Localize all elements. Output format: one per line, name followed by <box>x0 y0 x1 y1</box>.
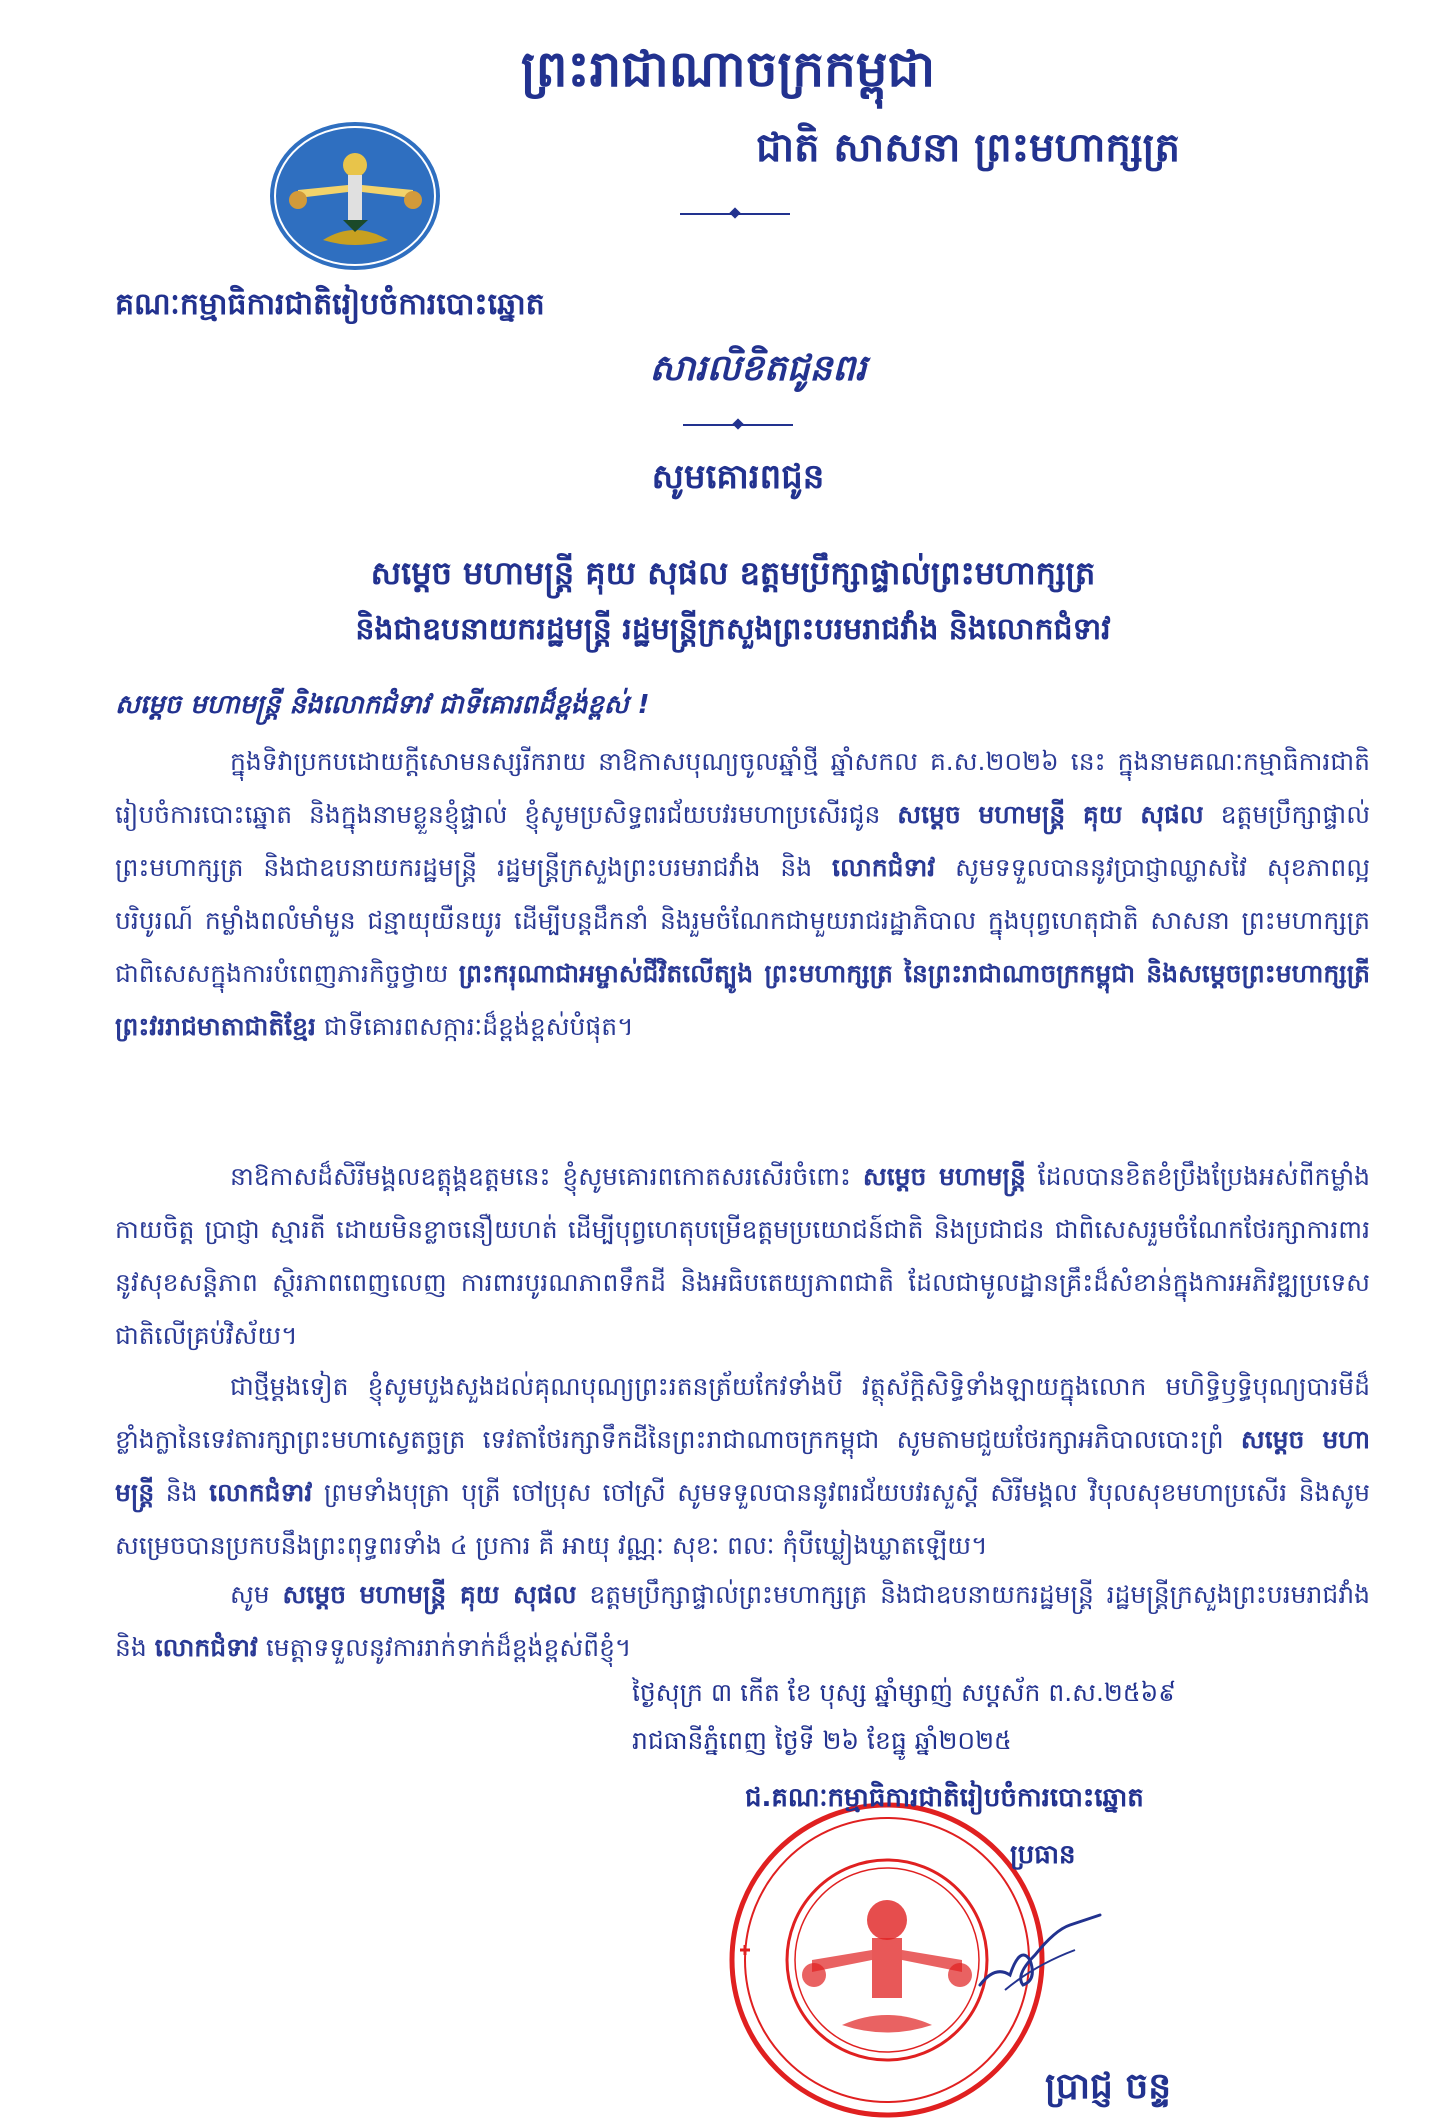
signer-name: ប្រាជ្ញ ចន្ទ <box>1045 2066 1172 2107</box>
committee-name: គណៈកម្មាធិការជាតិរៀបចំការបោះឆ្នោត <box>115 287 545 322</box>
p3-text-c: ព្រមទាំងបុត្រា បុត្រី ចៅប្រុស ចៅស្រី សូមទទួលបាននូវពរជ័យបវរសួស្តី សិរីមង្គល វិបុលសុខមហាប្រសើរ និងសូមសម្រេចបានប្រកបនឹងព្រះពុទ្ធពរទាំង ៤ ប្រការ គឺ អាយុ វណ្ណៈ សុខៈ ពលៈ កុំបីឃ្លៀងឃ្លាតឡើយ។ <box>115 1478 1371 1560</box>
p4-name-samdech: សម្តេច មហាមន្ត្រី គុយ សុផល <box>282 1580 577 1609</box>
p1-text-e: ជាទីគោរពសក្ការៈដ៏ខ្ពង់ខ្ពស់បំផុត។ <box>323 1012 634 1041</box>
paragraph-1 <box>115 735 1370 1053</box>
solar-date: រាជធានីភ្នំពេញ ថ្ងៃទី ២៦ ខែធ្នូ ឆ្នាំ២០២៥ <box>632 1726 1012 1755</box>
paragraph-3 <box>115 1360 1370 1572</box>
p4-text-c: ឧត្តមប្រឹក្សាផ្ទាល់ព្រះមហាក្សត្រ និងជាឧបនាយករដ្ឋមន្ត្រី រដ្ឋមន្ត្រីក្រសួងព្រះបរមរាជវាំង និង <box>115 1580 1371 1662</box>
p2-text-a: នាឱកាសដ៏សិរីមង្គលឧត្តុង្គឧត្តមនេះ ខ្ញុំសូមគោរពកោតសរសើរចំពោះ <box>230 1162 852 1191</box>
handwritten-signature <box>975 1905 1105 2000</box>
salutation: សម្តេច មហាមន្ត្រី និងលោកជំទាវ ជាទីគោរពដ៏ខ្ពង់ខ្ពស់ ! <box>115 690 650 720</box>
header-divider <box>680 213 790 215</box>
p3-text-a: ជាថ្មីម្តងទៀត ខ្ញុំសូមបួងសួងដល់គុណបុណ្យព្រះរតនត្រ័យកែវទាំងបី វត្ថុស័ក្តិសិទ្ធិទាំងឡាយក្នុងលោក មហិទ្ធិឫទ្ធិបុណ្យបារមីដ៏ខ្លាំងក្លានៃទេវតារក្សាព្រះមហាស្វេតច្ឆត្រ ទេវតាថែរក្សាទឹកដីនៃព្រះរាជាណាចក្រកម្ពុជា សូមតាមជួយថែរក្សាអភិបាលបោះព្រំ <box>115 1372 1370 1454</box>
p3-name-lok-chumteav: លោកជំទាវ <box>209 1478 313 1507</box>
p1-name-samdech: សម្តេច មហាមន្ត្រី គុយ សុផល <box>897 800 1204 829</box>
p2-text-c: ដែលបានខិតខំប្រឹងប្រែងអស់ពីកម្លាំងកាយចិត្ត ប្រាជ្ញា ស្មារតី ដោយមិនខ្លាចនឿយហត់ ដើម្បីបុព្វហេតុបម្រើឧត្តមប្រយោជន៍ជាតិ និងប្រជាជន ជាពិសេសរួមចំណែកថែរក្សាការពារនូវសុខសន្តិភាព ស្ថិរភាពពេញលេញ ការពារបូរណភាពទឹកដី និងអធិបតេយ្យភាពជាតិ ដែលជាមូលដ្ឋានគ្រឹះដ៏សំខាន់ក្នុងការអភិវឌ្ឍប្រទេសជាតិលើគ្រប់វិស័យ។ <box>115 1162 1370 1350</box>
paragraph-2 <box>115 1150 1370 1362</box>
letter-title: សារលិខិតជូនពរ <box>649 348 867 389</box>
p1-text-a: ក្នុងទិវាប្រកបដោយក្តីសោមនស្សរីករាយ នាឱកាសបុណ្យចូលឆ្នាំថ្មី ឆ្នាំសកល គ.ស.២០២៦ នេះ ក្នុងនាមគណៈកម្មាធិការជាតិរៀបចំការបោះឆ្នោត និងក្នុងនាមខ្លួនខ្ញុំផ្ទាល់ ខ្ញុំសូមប្រសិទ្ធពរជ័យបវរមហាប្រសើរជូន <box>115 747 1370 829</box>
p2-name-samdech: សម្តេច មហាមន្ត្រី <box>862 1162 1026 1191</box>
signing-organization: ជ.គណៈកម្មាធិការជាតិរៀបចំការបោះឆ្នោត <box>745 1783 1144 1813</box>
national-motto: ជាតិ សាសនា ព្រះមហាក្សត្រ <box>756 125 1180 171</box>
p4-name-lok-chumteav: លោកជំទាវ <box>154 1633 258 1662</box>
p1-name-lok-chumteav: លោកជំទាវ <box>832 853 936 882</box>
addressee-line-1: សម្តេច មហាមន្ត្រី គុយ សុផល ឧត្តមប្រឹក្សាផ្ទាល់ព្រះមហាក្សត្រ <box>370 554 1096 592</box>
title-divider <box>683 424 793 426</box>
p4-text-a: សូម <box>230 1580 270 1609</box>
lunar-date: ថ្ងៃសុក្រ ៣ កើត ខែ បុស្ស ឆ្នាំម្សាញ់ សប្តស័ក ព.ស.២៥៦៩ <box>632 1678 1176 1707</box>
p1-royal-titles: ព្រះករុណាជាអម្ចាស់ជីវិតលើត្បូង ព្រះមហាក្សត្រ នៃព្រះរាជាណាចក្រកម្ពុជា និងសម្តេចព្រះមហាក្សត្រី ព្រះវររាជមាតាជាតិខ្មែរ <box>115 959 1371 1041</box>
p1-text-c: ឧត្តមប្រឹក្សាផ្ទាល់ព្រះមហាក្សត្រ និងជាឧបនាយករដ្ឋមន្ត្រី រដ្ឋមន្ត្រីក្រសួងព្រះបរមរាជវាំង និង <box>115 800 1370 882</box>
respect-line: សូមគោរពជូន <box>651 457 825 497</box>
signer-title: ប្រធាន <box>1010 1840 1076 1870</box>
p4-text-d: មេត្តាទទួលនូវការរាក់ទាក់ដ៏ខ្ពង់ខ្ពស់ពីខ្ញុំ។ <box>265 1633 632 1662</box>
paragraph-4 <box>115 1568 1370 1674</box>
addressee-line-2: និងជាឧបនាយករដ្ឋមន្ត្រី រដ្ឋមន្ត្រីក្រសួងព្រះបរមរាជវាំង និងលោកជំទាវ <box>355 612 1111 647</box>
p3-name-samdech: សម្តេច មហាមន្ត្រី <box>115 1425 1370 1507</box>
p1-text-d: សូមទទួលបាននូវប្រាជ្ញាឈ្លាសវៃ សុខភាពល្អបរិបូរណ៍ កម្លាំងពលំមាំមួន ជន្មាយុយឺនយូរ ដើម្បីបន្តដឹកនាំ និងរួមចំណែកជាមួយរាជរដ្ឋាភិបាល ក្នុងបុព្វហេតុជាតិ សាសនា ព្រះមហាក្សត្រ ជាពិសេសក្នុងការបំពេញភារកិច្ចថ្វាយ <box>115 853 1371 988</box>
p3-text-and: និង <box>165 1478 198 1507</box>
kingdom-title: ព្រះរាជាណាចក្រកម្ពុជា <box>520 40 936 98</box>
